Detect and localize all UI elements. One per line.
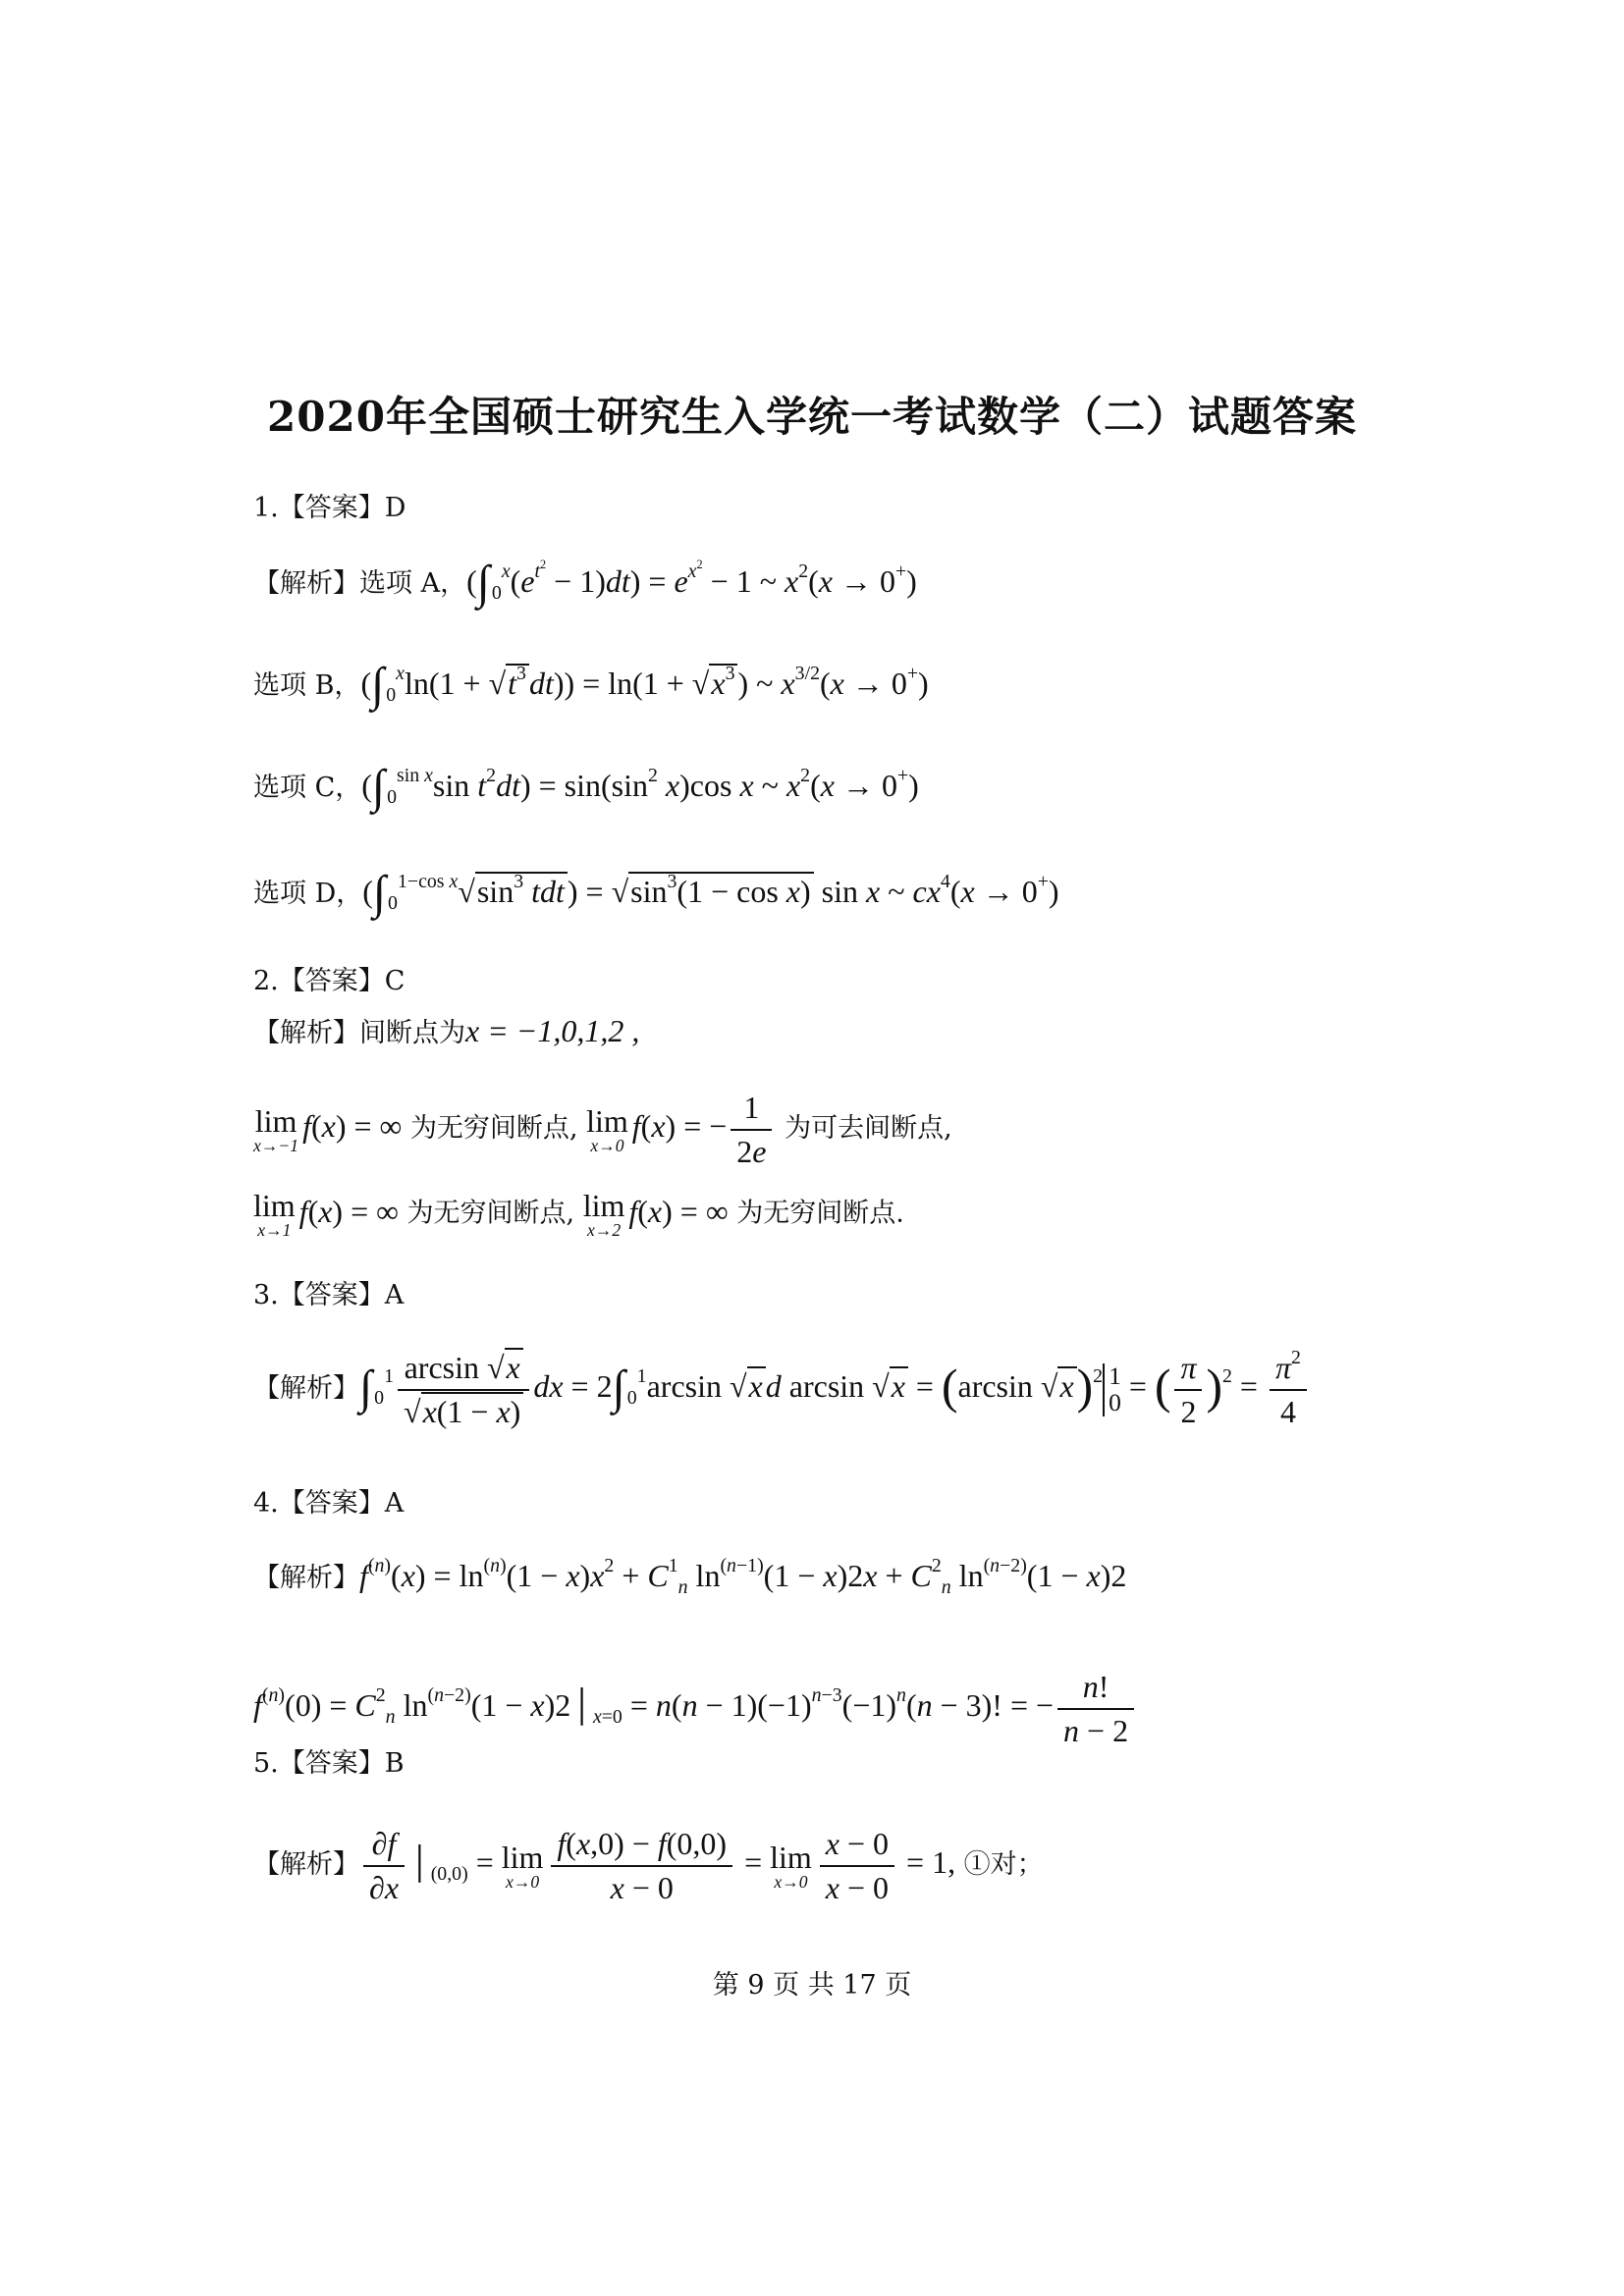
q2-limit-1: lim x→1 f(x) = ∞ (253, 1188, 399, 1240)
q4-formula-2: $f^{(n)}(0) = C^2_n$ $\ln^{(n-2)}(1$ − $x)2│_{x=0} = n(n - 1)(-1)^{n-3}(-1)^n(n - 3)$! = − $\frac{n!}{n - 2}$ (253, 1687, 1138, 1723)
q2-limit-2: lim x→2 f(x) = ∞ (582, 1188, 729, 1240)
q1-option-b (253, 658, 929, 711)
q4-answer: 4.【答案】A (253, 1488, 405, 1519)
q2-points: x = −1,0,1,2 , (465, 1013, 640, 1048)
q1-option-a-formula: (∫ $_0^x(e^{t^2} - 1)dt) = e^{x^2} - 1$ ~ $x^2(x \to 0^+)$ (466, 556, 917, 609)
q2-limit-minus1: lim x→−1 f(x) = ∞ (253, 1102, 403, 1155)
q1-answer: 1.【答案】D (253, 493, 406, 523)
page-footer: 第 9 页 共 17 页 (712, 1970, 912, 2001)
q5-analysis (253, 1826, 1044, 1906)
q2-limit-0: lim x→0 f(x) = − $\frac{1}{2e}$ (586, 1108, 776, 1144)
q1-option-b-formula: (∫ $_0^x\ln(1 + √t^3dt)) = \ln(1 + √x^3)$ ~ $x^{3/2}(x \to 0^+)$ (360, 658, 929, 711)
q2-answer: 2.【答案】C (253, 966, 406, 996)
q3-analysis (253, 1347, 1311, 1430)
q2-text-infinite-1: 为无穷间断点 (409, 1113, 569, 1145)
q1-option-d-formula: (∫ $_0^{1-cos x}√\sin^3$ $tdt) = √\sin^3(1 - \cos x)$ sin x ~ $cx^4(x \to 0^+)$ (362, 866, 1059, 919)
page-title: 2020年全国硕士研究生入学统一考试数学（二）试题答案 (267, 393, 1357, 441)
q1-option-d (253, 866, 1059, 919)
q3-answer: 3.【答案】A (253, 1280, 405, 1310)
q3-analysis-label: 【解析】 (253, 1373, 359, 1405)
q5-formula: $\frac{\partial f}{\partial x}$ $│_{(0,0)}$ = lim x→0 $\frac{f(x,0) - f(0,0)}{x - 0}$ = lim x→0 $\frac{x - 0}{x - 0}$ = 1, (359, 1844, 955, 1880)
q5-answer: 5.【答案】B (253, 1748, 405, 1779)
q2-text-infinite-2: 为无穷间断点 (406, 1198, 567, 1229)
q1-option-c-formula: (∫ $_0^{sin x}$sin $t^2dt) = \sin(\sin^2$ x)cos x ~ $x^2(x \to 0^+)$ (361, 760, 919, 813)
q4-analysis-row2 (253, 1669, 1138, 1749)
q2-limits-row1: lim x→−1 f(x) = ∞ 为无穷间断点, lim x→0 f(x) = − $\frac{1}{2e}$ 为可去间断点, (253, 1090, 952, 1169)
q2-limits-row2: lim x→1 f(x) = ∞ 为无穷间断点, lim x→2 f(x) = ∞ 为无穷间断点. (253, 1188, 904, 1240)
q5-conclusion: ①对； (963, 1849, 1044, 1881)
q5-analysis-label: 【解析】 (253, 1849, 359, 1881)
q1-option-c-label: 选项 C， (253, 773, 362, 803)
q2-discontinuities (253, 1011, 639, 1053)
q1-analysis-label: 【解析】选项 A， (253, 568, 467, 599)
q4-formula-1: $f^{(n)}(x) = \ln^{(n)}(1 - x)x^2 + C^1_n$ $\ln^{(n-1)}(1 - x)2x + C^2_n$ $\ln^{(n-2)}(1 - x)2$ (359, 1555, 1127, 1598)
q3-formula: ∫ $_0^1$ $\frac{\arcsin √x}{√x(1 - x)}$ dx = 2∫ $_0^1$arcsin √xd arcsin √x = (arcsin √x)$^2$ 1 0 = ( $\frac{\pi}{2}$ )$^2$ = $\frac{\pi^2}{4}$ (359, 1368, 1311, 1404)
q2-analysis-label: 【解析】间断点为 (253, 1018, 465, 1048)
q2-text-infinite-3: 为无穷间断点. (736, 1198, 904, 1229)
q1-option-d-label: 选项 D， (253, 879, 363, 909)
q1-option-b-label: 选项 B， (253, 670, 361, 701)
q2-text-removable: 为可去间断点 (785, 1113, 945, 1145)
q1-option-c (253, 760, 919, 813)
q4-analysis-row1 (253, 1556, 1126, 1598)
q1-option-a (253, 556, 917, 609)
q4-analysis-label: 【解析】 (253, 1563, 359, 1593)
